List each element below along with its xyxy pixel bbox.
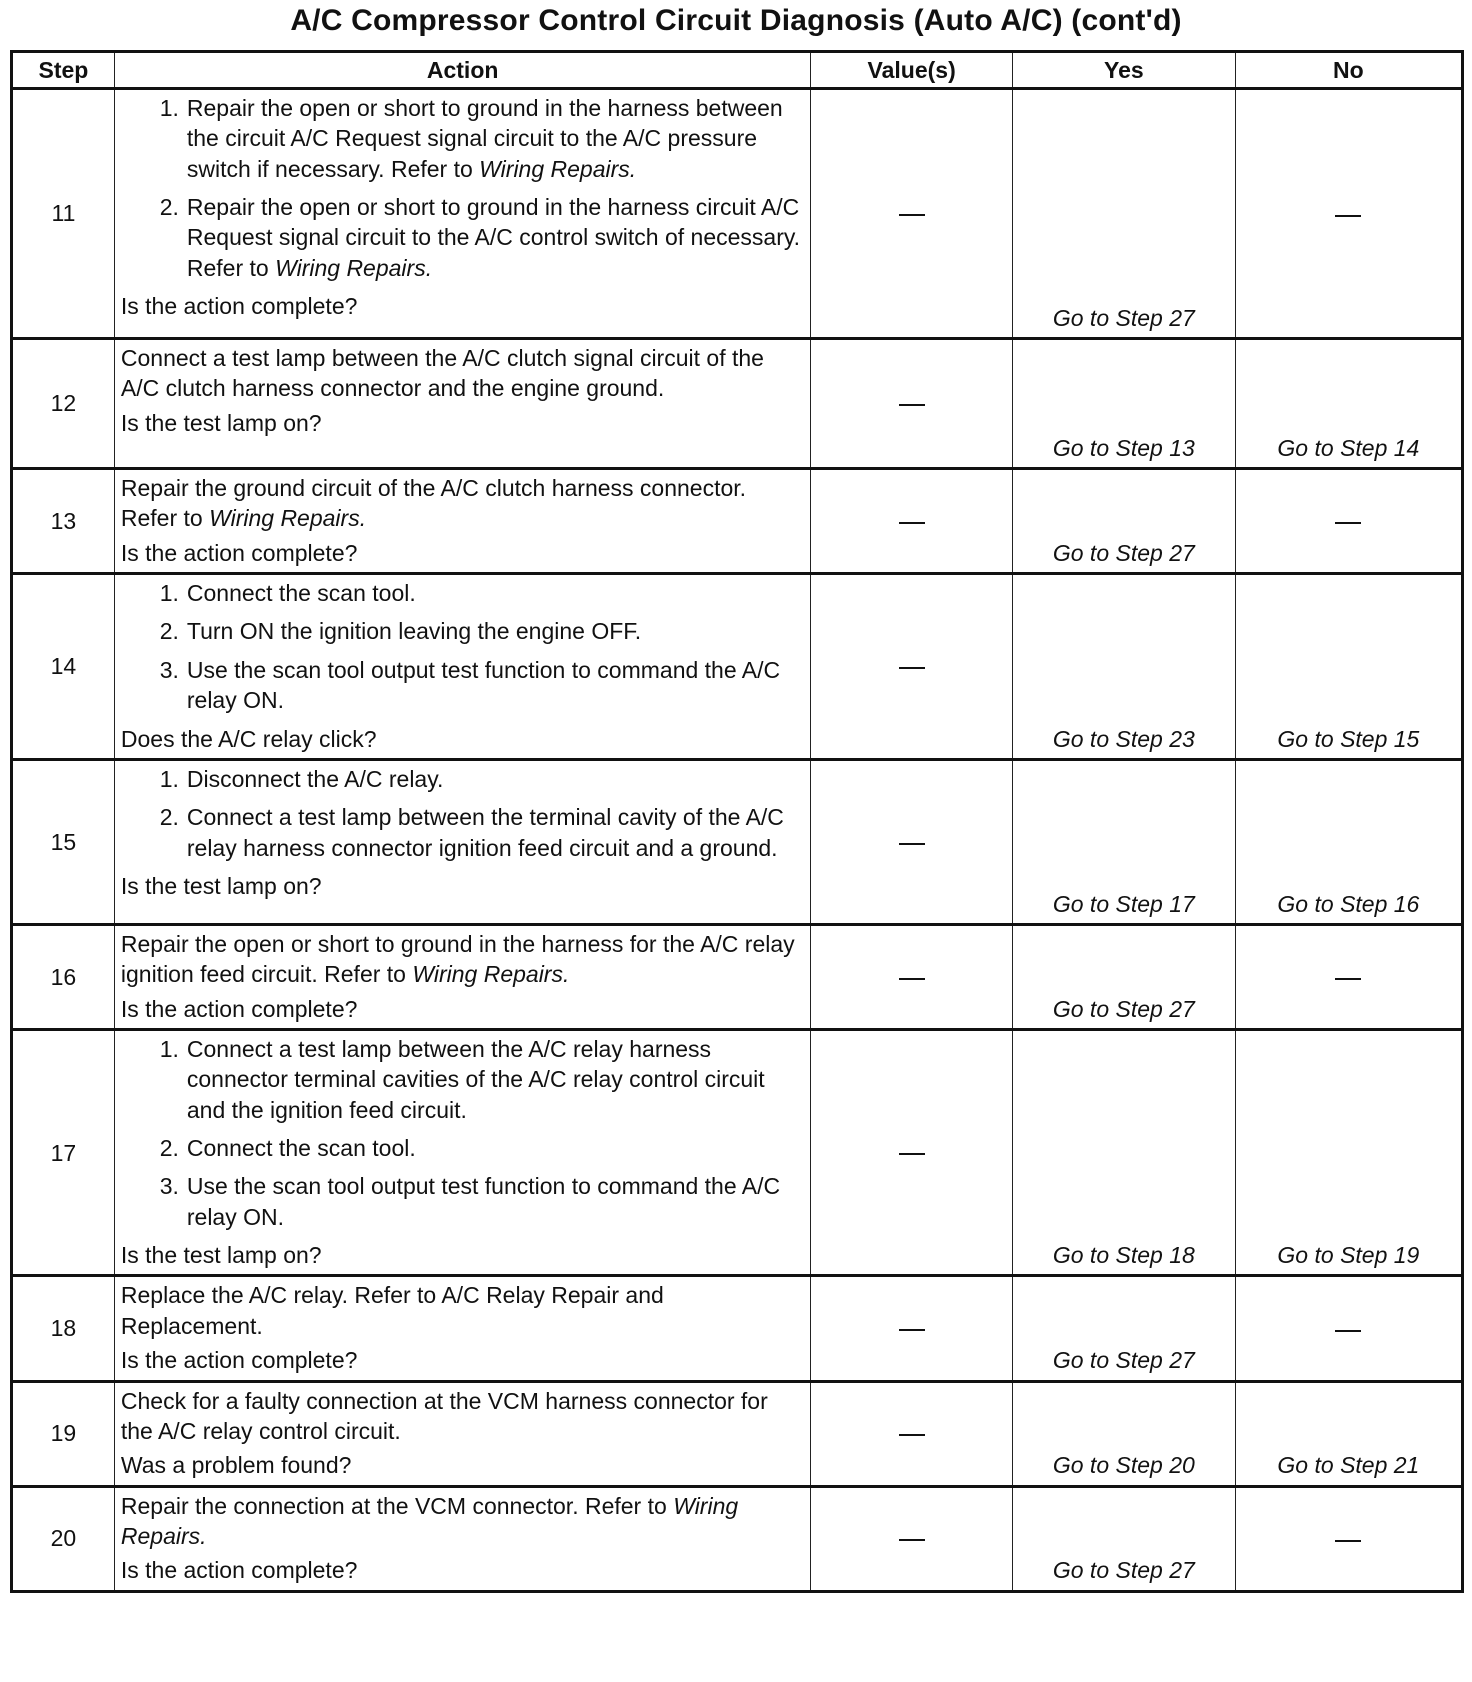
action-step-number: 2. <box>159 804 179 831</box>
table-row <box>12 339 1463 469</box>
yes-outcome-text: Go to Step 27 <box>1052 995 1195 1022</box>
action-paragraph <box>121 1491 803 1552</box>
action-cell <box>114 759 811 924</box>
action-step-item <box>121 192 803 283</box>
action-text: Use the scan tool output test function to command the A/C relay ON. <box>186 1173 781 1230</box>
action-step-item <box>121 578 803 608</box>
yes-outcome-text: Go to Step 27 <box>1052 1557 1195 1584</box>
action-step-item <box>121 1171 803 1232</box>
action-cell <box>114 1276 811 1381</box>
step-number: 12 <box>12 339 115 469</box>
action-question: Was a problem found? <box>120 1452 352 1479</box>
action-step-item <box>121 1034 803 1125</box>
value-cell <box>811 469 1012 574</box>
action-step-body <box>187 194 800 281</box>
action-step-number: 2. <box>159 194 179 221</box>
action-paragraph <box>121 343 803 404</box>
no-outcome <box>1235 924 1462 1029</box>
value-cell <box>811 1381 1012 1486</box>
diagnosis-table <box>10 50 1464 1593</box>
table-row <box>12 89 1463 339</box>
yes-outcome <box>1012 89 1235 339</box>
action-step-number: 1. <box>159 580 179 607</box>
yes-outcome <box>1012 469 1235 574</box>
action-cell <box>114 1381 811 1486</box>
action-question: Does the A/C relay click? <box>120 725 377 752</box>
action-step-body <box>187 95 783 182</box>
yes-outcome-text: Go to Step 23 <box>1052 725 1195 752</box>
wiring-repairs-reference: Wiring Repairs. <box>209 505 367 532</box>
value-cell <box>811 574 1012 760</box>
action-step-number: 1. <box>159 765 179 792</box>
action-step-item <box>121 93 803 184</box>
action-step-body <box>187 766 444 792</box>
no-outcome <box>1235 574 1462 760</box>
action-step-body <box>187 804 784 860</box>
action-cell <box>114 574 811 760</box>
yes-outcome-text: Go to Step 27 <box>1052 1347 1195 1374</box>
action-step-item <box>121 764 803 794</box>
wiring-repairs-reference: Wiring Repairs. <box>479 155 637 182</box>
yes-outcome-text: Go to Step 27 <box>1052 304 1195 331</box>
action-steps-list <box>121 1034 803 1232</box>
yes-outcome-text: Go to Step 27 <box>1052 539 1195 566</box>
em-dash <box>1335 1330 1361 1332</box>
action-text: Check for a faulty connection at the VCM harness connector for the A/C relay control circuit. <box>120 1387 768 1444</box>
value-cell <box>811 89 1012 339</box>
no-outcome-text: Go to Step 15 <box>1277 725 1420 752</box>
em-dash <box>1335 978 1361 980</box>
no-outcome <box>1235 89 1462 339</box>
action-question: Is the action complete? <box>120 539 358 566</box>
action-text: Repair the open or short to ground in the harness circuit A/C Request signal circuit to the A/C control switch of necessary. Refer to <box>186 194 801 281</box>
no-outcome-text: Go to Step 16 <box>1277 890 1420 917</box>
action-text: Connect the scan tool. <box>186 580 416 607</box>
action-cell <box>114 1029 811 1276</box>
action-cell <box>114 469 811 574</box>
action-text: Repair the ground circuit of the A/C clutch harness connector. Refer to <box>120 475 747 532</box>
action-step-number: 3. <box>159 1173 179 1200</box>
table-row <box>12 1029 1463 1276</box>
header-no: No <box>1235 52 1462 89</box>
action-step-number: 1. <box>159 95 179 121</box>
no-outcome-text: Go to Step 19 <box>1277 1242 1420 1269</box>
action-step-item <box>121 655 803 716</box>
value-cell <box>811 1029 1012 1276</box>
action-text: Connect a test lamp between the A/C relay harness connector terminal cavities of the A/C relay control circuit and the ignition feed circuit. <box>186 1035 765 1123</box>
em-dash <box>899 214 925 216</box>
table-row <box>12 574 1463 760</box>
yes-outcome <box>1012 1029 1235 1276</box>
yes-outcome-text: Go to Step 13 <box>1052 434 1195 461</box>
action-text: Connect a test lamp between the terminal cavity of the A/C relay harness connector ignition feed circuit and a ground. <box>186 804 784 861</box>
action-question: Is the test lamp on? <box>120 872 322 899</box>
action-text: Use the scan tool output test function to command the A/C relay ON. <box>186 656 781 714</box>
action-paragraph <box>121 929 803 990</box>
em-dash <box>1335 522 1361 524</box>
action-question: Is the action complete? <box>120 293 358 320</box>
action-text: Repair the open or short to ground in the harness for the A/C relay ignition feed circuit. Refer to <box>120 930 795 988</box>
no-outcome <box>1235 469 1462 574</box>
action-question: Is the action complete? <box>120 1557 358 1584</box>
header-step: Step <box>12 52 115 89</box>
no-outcome <box>1235 339 1462 469</box>
action-paragraph <box>121 1386 803 1447</box>
table-row <box>12 1486 1463 1591</box>
action-text: Repair the open or short to ground in the harness between the circuit A/C Request signal circuit to the A/C pressure switch if necessary. Refer to <box>186 95 783 182</box>
no-outcome <box>1235 759 1462 924</box>
no-outcome <box>1235 1029 1462 1276</box>
step-number: 14 <box>12 574 115 760</box>
header-action: Action <box>114 52 811 89</box>
action-step-number: 1. <box>159 1035 179 1062</box>
header-yes: Yes <box>1012 52 1235 89</box>
step-number: 20 <box>12 1486 115 1591</box>
action-step-number: 3. <box>159 656 179 683</box>
action-steps-list <box>121 93 803 283</box>
action-text: Connect the scan tool. <box>186 1135 416 1162</box>
action-paragraph <box>121 1280 803 1341</box>
table-body <box>12 89 1463 1592</box>
action-steps-list <box>121 764 803 863</box>
action-step-body <box>187 1036 765 1123</box>
wiring-repairs-reference: Wiring Repairs. <box>275 254 433 281</box>
table-row <box>12 1381 1463 1486</box>
action-steps-list <box>121 578 803 715</box>
action-step-number: 2. <box>159 618 179 645</box>
em-dash <box>899 1539 925 1541</box>
em-dash <box>899 1153 925 1155</box>
no-outcome <box>1235 1486 1462 1591</box>
action-text: Disconnect the A/C relay. <box>186 765 444 792</box>
em-dash <box>1335 215 1361 217</box>
action-text: Repair the connection at the VCM connector. Refer to <box>120 1492 674 1519</box>
header-values: Value(s) <box>811 52 1012 89</box>
action-cell <box>114 924 811 1029</box>
table-row <box>12 469 1463 574</box>
document-title: A/C Compressor Control Circuit Diagnosis (Auto A/C) (cont'd) <box>290 4 1182 37</box>
wiring-repairs-reference: Wiring Repairs. <box>120 1492 739 1549</box>
step-number: 18 <box>12 1276 115 1381</box>
step-number: 17 <box>12 1029 115 1276</box>
yes-outcome <box>1012 759 1235 924</box>
action-step-item <box>121 616 803 646</box>
action-step-item <box>121 802 803 863</box>
table-row <box>12 1276 1463 1381</box>
step-number: 13 <box>12 469 115 574</box>
em-dash <box>899 843 925 845</box>
yes-outcome-text: Go to Step 18 <box>1052 1242 1195 1269</box>
action-step-item <box>121 1133 803 1163</box>
action-question: Is the action complete? <box>120 995 358 1022</box>
action-step-body <box>187 580 416 606</box>
step-number: 16 <box>12 924 115 1029</box>
value-cell <box>811 924 1012 1029</box>
em-dash <box>899 978 925 980</box>
table-row <box>12 759 1463 924</box>
yes-outcome-text: Go to Step 20 <box>1052 1452 1195 1479</box>
wiring-repairs-reference: Wiring Repairs. <box>412 961 570 988</box>
yes-outcome-text: Go to Step 17 <box>1052 890 1195 917</box>
em-dash <box>899 404 925 406</box>
step-number: 19 <box>12 1381 115 1486</box>
action-text: Replace the A/C relay. Refer to A/C Relay Repair and Replacement. <box>120 1282 664 1339</box>
yes-outcome <box>1012 339 1235 469</box>
no-outcome-text: Go to Step 21 <box>1277 1452 1420 1479</box>
yes-outcome <box>1012 1276 1235 1381</box>
action-text: Turn ON the ignition leaving the engine OFF. <box>186 618 642 645</box>
action-step-body <box>187 1173 780 1229</box>
yes-outcome <box>1012 1486 1235 1591</box>
action-step-body <box>187 657 780 713</box>
action-step-body <box>187 1135 416 1161</box>
no-outcome-text: Go to Step 14 <box>1277 434 1420 461</box>
em-dash <box>899 1434 925 1436</box>
action-step-number: 2. <box>159 1135 179 1162</box>
value-cell <box>811 1486 1012 1591</box>
yes-outcome <box>1012 924 1235 1029</box>
action-cell <box>114 1486 811 1591</box>
step-number: 11 <box>12 89 115 339</box>
yes-outcome <box>1012 574 1235 760</box>
em-dash <box>1335 1540 1361 1542</box>
value-cell <box>811 339 1012 469</box>
em-dash <box>899 1329 925 1331</box>
em-dash <box>899 667 925 669</box>
table-header-row <box>12 52 1463 89</box>
action-step-body <box>187 618 641 644</box>
step-number: 15 <box>12 759 115 924</box>
action-question: Is the test lamp on? <box>120 1242 322 1269</box>
action-text: Connect a test lamp between the A/C clutch signal circuit of the A/C clutch harness connector and the engine ground. <box>120 345 764 402</box>
table-row <box>12 924 1463 1029</box>
action-question: Is the test lamp on? <box>120 409 322 436</box>
value-cell <box>811 759 1012 924</box>
no-outcome <box>1235 1276 1462 1381</box>
action-cell <box>114 339 811 469</box>
no-outcome <box>1235 1381 1462 1486</box>
action-question: Is the action complete? <box>120 1347 358 1374</box>
action-paragraph <box>121 473 803 534</box>
em-dash <box>899 522 925 524</box>
action-cell <box>114 89 811 339</box>
yes-outcome <box>1012 1381 1235 1486</box>
value-cell <box>811 1276 1012 1381</box>
